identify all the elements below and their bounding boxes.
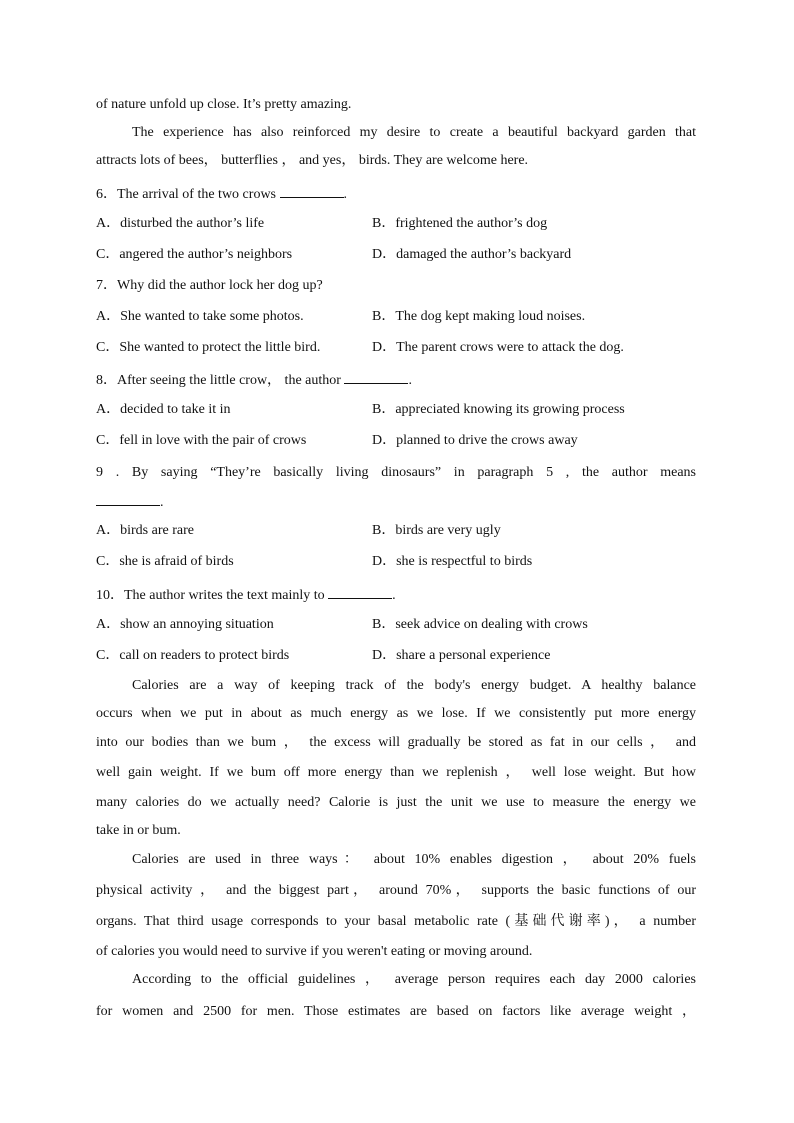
question-6-option-d: D．damaged the author’s backyard: [372, 247, 572, 262]
question-8-option-c: C．fell in love with the pair of crows: [96, 433, 307, 448]
question-10-stem: 10．The author writes the text mainly to .: [96, 584, 696, 604]
question-10-option-d: D．share a personal experience: [372, 648, 551, 663]
answer-blank: [328, 584, 392, 599]
question-9-option-a: A．birds are rare: [96, 523, 194, 538]
question-6-option-b: B．frightened the author’s dog: [372, 216, 548, 231]
passage-line: into our bodies than we bum ， the excess will gradually be stored as fat in our cells ， and: [96, 735, 696, 750]
question-7-option-d: D．The parent crows were to attack the dog.: [372, 340, 624, 355]
question-6-stem: 6．The arrival of the two crows .: [96, 183, 696, 203]
question-6-option-a: A．disturbed the author’s life: [96, 216, 265, 231]
question-9-stem: 9 . By saying “They’re basically living dinosaurs” in paragraph 5 , the author means: [96, 465, 696, 480]
passage-line: of nature unfold up close. It’s pretty amazing.: [96, 97, 352, 112]
passage-line: The experience has also reinforced my desire to create a beautiful backyard garden that: [132, 125, 696, 140]
question-9-option-b: B．birds are very ugly: [372, 523, 501, 538]
passage-line: for women and 2500 for men. Those estimates are based on factors like average weight ，: [96, 1004, 696, 1019]
passage-line: attracts lots of bees， butterflies ， and yes， birds. They are welcome here.: [96, 153, 529, 168]
question-9-option-d: D．she is respectful to birds: [372, 554, 533, 569]
question-8-option-d: D．planned to drive the crows away: [372, 433, 578, 448]
question-8-stem: 8．After seeing the little crow， the author .: [96, 369, 696, 389]
answer-blank: [280, 183, 344, 198]
question-6-option-c: C．angered the author’s neighbors: [96, 247, 293, 262]
question-7-stem: 7．Why did the author lock her dog up?: [96, 278, 323, 293]
question-9-option-c: C．she is afraid of birds: [96, 554, 234, 569]
passage-line: organs. That third usage corresponds to your basal metabolic rate (基础代谢率)， a number: [96, 914, 696, 929]
passage-line: of calories you would need to survive if you weren't eating or moving around.: [96, 944, 533, 959]
passage-line: Calories are used in three ways： about 10% enables digestion ， about 20% fuels: [132, 852, 696, 867]
question-10-option-b: B．seek advice on dealing with crows: [372, 617, 588, 632]
passage-line: many calories do we actually need? Calorie is just the unit we use to measure the energy we: [96, 795, 696, 810]
question-10-option-c: C．call on readers to protect birds: [96, 648, 290, 663]
passage-line: According to the official guidelines ， average person requires each day 2000 calories: [132, 972, 696, 987]
question-7-option-c: C．She wanted to protect the little bird.: [96, 340, 321, 355]
question-7-option-a: A．She wanted to take some photos.: [96, 309, 304, 324]
passage-line: Calories are a way of keeping track of the body's energy budget. A healthy balance: [132, 678, 696, 693]
question-8-option-a: A．decided to take it in: [96, 402, 231, 417]
passage-line: take in or bum.: [96, 823, 181, 838]
question-8-option-b: B．appreciated knowing its growing process: [372, 402, 625, 417]
passage-line: occurs when we put in about as much energy as we lose. If we consistently put more energy: [96, 706, 696, 721]
question-9-stem-continued: .: [96, 491, 696, 511]
question-10-option-a: A．show an annoying situation: [96, 617, 274, 632]
passage-line: well gain weight. If we bum off more energy than we replenish ， well lose weight. But how: [96, 765, 696, 780]
passage-line: physical activity ， and the biggest part， around 70%， supports the basic functions of our: [96, 883, 696, 898]
question-7-option-b: B．The dog kept making loud noises.: [372, 309, 586, 324]
answer-blank: [344, 369, 408, 384]
answer-blank: [96, 491, 160, 506]
